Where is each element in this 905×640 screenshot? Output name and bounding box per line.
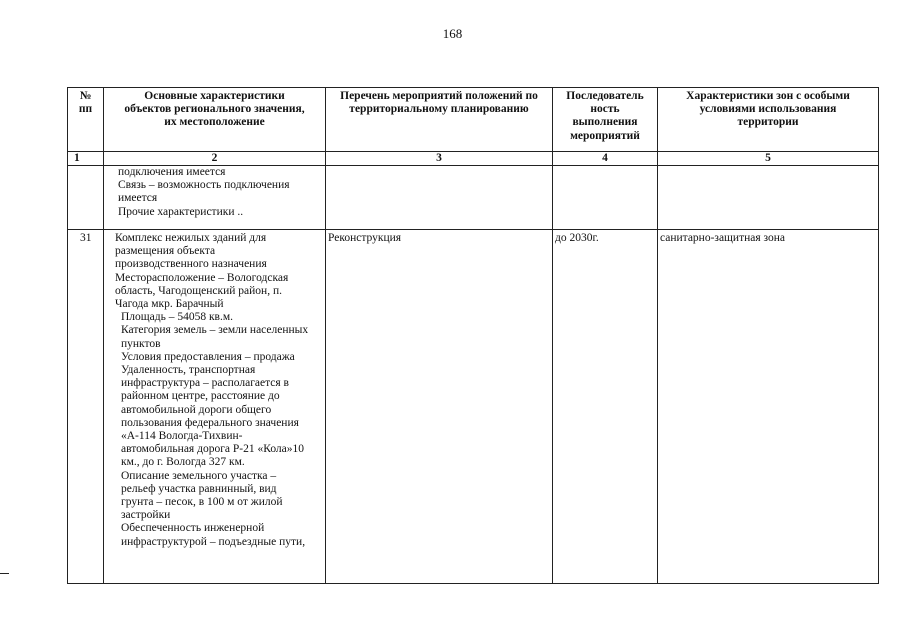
object-sequence-cell: до 2030г. xyxy=(553,230,658,584)
column-number-3: 3 xyxy=(326,152,553,166)
column-number-row xyxy=(68,152,879,166)
column-number-1: 1 xyxy=(68,152,104,166)
header-col-3: Перечень мероприятий положений по территориальному планированию xyxy=(326,88,553,152)
header-col-4: Последователь ность выполнения мероприятий xyxy=(553,88,658,152)
continuation-measures-cell xyxy=(326,166,553,230)
header-col-5: Характеристики зон с особыми условиями использования территории xyxy=(658,88,879,152)
column-number-2: 2 xyxy=(104,152,326,166)
header-col-1: № пп xyxy=(68,88,104,152)
header-col-2: Основные характеристики объектов регионального значения, их местоположение xyxy=(104,88,326,152)
continuation-row xyxy=(68,166,879,230)
object-number-cell: 31 xyxy=(68,230,104,584)
continuation-sequence-cell xyxy=(553,166,658,230)
object-zone-cell: санитарно-защитная зона xyxy=(658,230,879,584)
table-row xyxy=(68,230,879,584)
continuation-number-cell xyxy=(68,166,104,230)
continuation-characteristics-cell: подключения имеется Связь – возможность подключения имеется Прочие характеристики .. xyxy=(104,166,326,230)
column-number-5: 5 xyxy=(658,152,879,166)
object-characteristics-cell: Комплекс нежилых зданий для размещения объекта производственного назначения Месторасположение – Вологодская область, Чагодощенский район, п. Чагода мкр. Барачный Площадь – 54058 кв.м. Категория земель – земли населенных пунктов Условия предоставления – продажа Удаленность, транспортная инфраструктура – располагается в районном центре, расстояние до автомобильной дороги общего пользования федерального значения «А-114 Вологда-Тихвин- автомобильная дорога Р-21 «Кола»10 км., до г. Вологда 327 км. Описание земельного участка – рельеф участка равнинный, вид грунта – песок, в 100 м от жилой застройки Обеспеченность инженерной инфраструктурой – подъездные пути, xyxy=(104,230,326,584)
page-number: 168 xyxy=(442,26,463,41)
continuation-zone-cell xyxy=(658,166,879,230)
header-row xyxy=(68,88,879,152)
object-measures-cell: Реконструкция xyxy=(326,230,553,584)
column-number-4: 4 xyxy=(553,152,658,166)
margin-mark xyxy=(0,573,9,574)
measures-table xyxy=(67,87,879,584)
